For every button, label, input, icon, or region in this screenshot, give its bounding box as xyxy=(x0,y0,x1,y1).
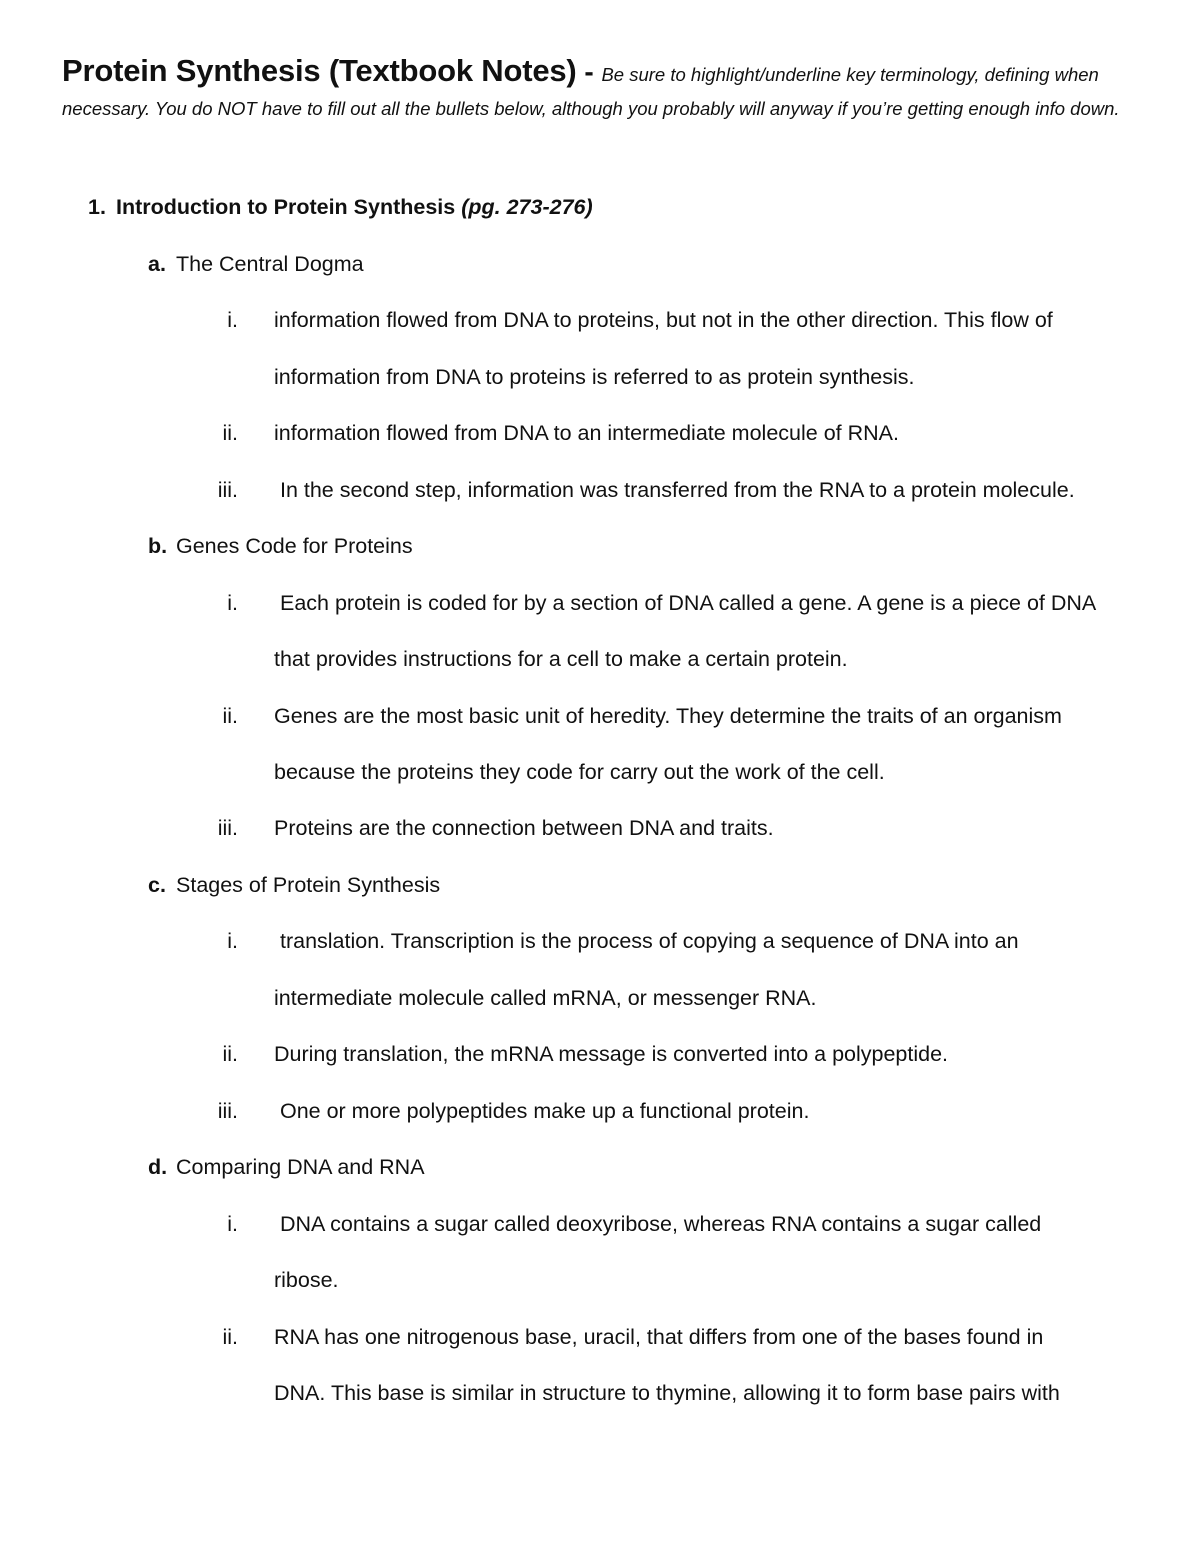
item-text: During translation, the mRNA message is converted into a polypeptide. xyxy=(274,1042,949,1066)
item-text: information from DNA to proteins is referred to as protein synthesis. xyxy=(274,365,915,389)
item-text: Genes are the most basic unit of heredity. They determine the traits of an organism xyxy=(274,704,1062,728)
item-number: ii. xyxy=(222,1042,238,1066)
subsection-letter: c. xyxy=(148,873,166,897)
item-number: iii. xyxy=(217,1099,238,1123)
section-title: Introduction to Protein Synthesis xyxy=(116,195,456,219)
item-number: i. xyxy=(227,929,238,953)
subsection-title: The Central Dogma xyxy=(176,252,364,276)
subsection-title: Comparing DNA and RNA xyxy=(176,1155,425,1179)
item-text: RNA has one nitrogenous base, uracil, that differs from one of the bases found in xyxy=(274,1325,1044,1349)
item-text: One or more polypeptides make up a functional protein. xyxy=(274,1099,810,1123)
item-number: ii. xyxy=(222,704,238,728)
item-number: i. xyxy=(227,1212,238,1236)
item-text: DNA contains a sugar called deoxyribose, whereas RNA contains a sugar called xyxy=(274,1212,1042,1236)
subsection-title: Genes Code for Proteins xyxy=(176,534,413,558)
subsection-letter: d. xyxy=(148,1155,168,1179)
item-number: i. xyxy=(227,591,238,615)
item-text: because the proteins they code for carry out the work of the cell. xyxy=(274,760,885,784)
item-text: Proteins are the connection between DNA and traits. xyxy=(274,816,774,840)
document-title: Protein Synthesis (Textbook Notes) xyxy=(62,53,577,88)
item-text: intermediate molecule called mRNA, or messenger RNA. xyxy=(274,986,817,1010)
subsection-title: Stages of Protein Synthesis xyxy=(176,873,441,897)
section-pages: (pg. 273-276) xyxy=(461,195,593,219)
item-text: information flowed from DNA to an intermediate molecule of RNA. xyxy=(274,421,899,445)
item-text: DNA. This base is similar in structure to thymine, allowing it to form base pairs with xyxy=(274,1381,1060,1405)
item-text: information flowed from DNA to proteins, but not in the other direction. This flow of xyxy=(274,308,1053,332)
item-text: that provides instructions for a cell to make a certain protein. xyxy=(274,647,848,671)
title-separator: - xyxy=(576,56,602,87)
item-number: ii. xyxy=(222,1325,238,1349)
item-number: i. xyxy=(227,308,238,332)
item-number: ii. xyxy=(222,421,238,445)
item-text: translation. Transcription is the process of copying a sequence of DNA into an xyxy=(274,929,1019,953)
item-text: Each protein is coded for by a section of DNA called a gene. A gene is a piece of DNA xyxy=(274,591,1097,615)
section-number: 1. xyxy=(88,195,106,219)
item-text: In the second step, information was transferred from the RNA to a protein molecule. xyxy=(274,478,1075,502)
subsection-letter: a. xyxy=(148,252,166,276)
subsection-letter: b. xyxy=(148,534,168,558)
section-heading xyxy=(116,192,593,222)
item-number: iii. xyxy=(217,478,238,502)
item-text: ribose. xyxy=(274,1268,339,1292)
instructions-text: Be sure to highlight/underline key terminology, defining when necessary. You do NOT have to fill out all the bullets below, although you probably will anyway if you’re getting enough info down. xyxy=(62,64,1120,119)
item-number: iii. xyxy=(217,816,238,840)
document-header xyxy=(62,54,1142,128)
